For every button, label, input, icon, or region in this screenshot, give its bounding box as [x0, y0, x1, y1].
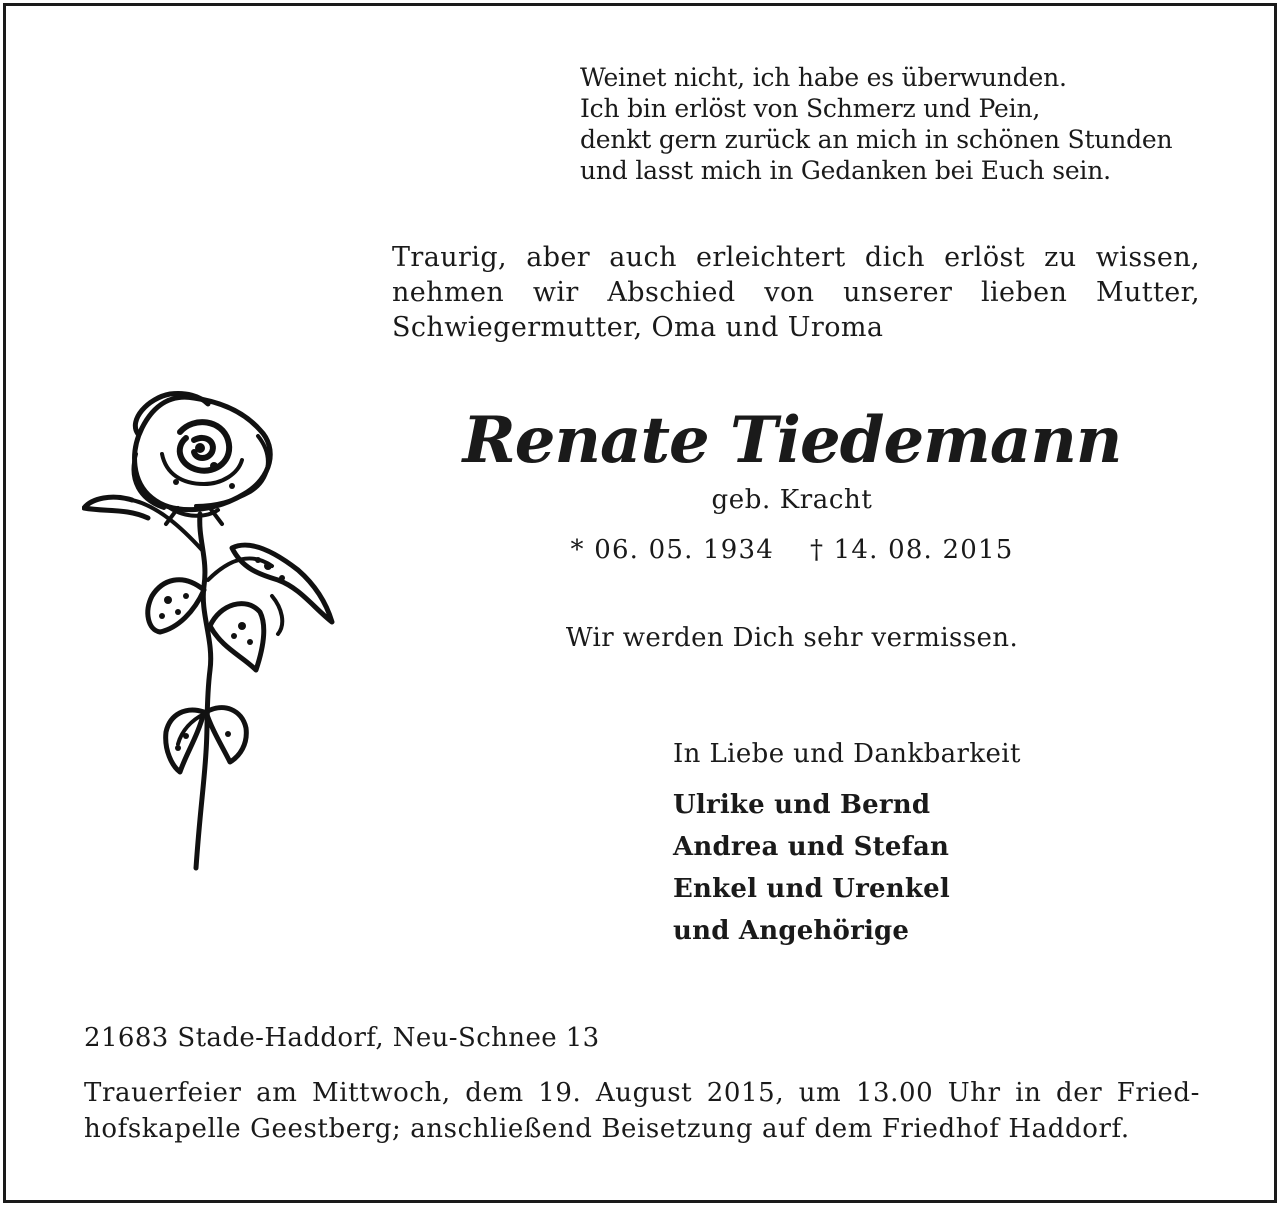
birth-date: * 06. 05. 1934 [570, 535, 774, 565]
deceased-name: Renate Tiedemann [462, 403, 1122, 478]
rose-leaf-middle-left [148, 580, 204, 632]
intro-text [392, 240, 1200, 345]
service-line: Trauerfeier am Mittwoch, dem 19. August 2015, um 13.00 Uhr in der Fried- [84, 1078, 1200, 1108]
service-line: hofskapelle Geestberg; anschließend Beisetzung auf dem Friedhof Haddorf. [84, 1114, 1130, 1144]
poem-line: Weinet nicht, ich habe es überwunden. [580, 63, 1067, 92]
address: 21683 Stade-Haddorf, Neu-Schnee 13 [84, 1023, 600, 1053]
rose-stem [196, 514, 211, 868]
poem-line: Ich bin erlöst von Schmerz und Pein, [580, 94, 1041, 123]
rose-icon [82, 390, 338, 874]
family-list [673, 784, 950, 952]
family-member: Ulrike und Bernd [673, 790, 931, 820]
rose-leaf-right-tip [272, 596, 282, 634]
family-member: und Angehörige [673, 916, 910, 946]
service-info [84, 1075, 1200, 1147]
poem [580, 62, 1220, 186]
poem-line: denkt gern zurück an mich in schönen Stunden [580, 125, 1173, 154]
family-member: Enkel und Urenkel [673, 874, 950, 904]
life-dates [392, 532, 1192, 568]
intro-line: Traurig, aber auch erleichtert dich erlöst zu wissen, [392, 242, 1200, 273]
intro-line: nehmen wir Abschied von unserer lieben Mutter, [392, 277, 1200, 308]
signoff: In Liebe und Dankbarkeit [673, 739, 1021, 769]
family-member: Andrea und Stefan [673, 832, 950, 862]
intro-line: Schwiegermutter, Oma und Uroma [392, 312, 884, 343]
poem-line: und lasst mich in Gedanken bei Euch sein. [580, 156, 1111, 185]
maiden-name: geb. Kracht [711, 485, 873, 515]
farewell-message: Wir werden Dich sehr vermissen. [565, 623, 1019, 653]
rose-leaf-lower-right [210, 604, 264, 670]
death-date: † 14. 08. 2015 [810, 535, 1014, 565]
